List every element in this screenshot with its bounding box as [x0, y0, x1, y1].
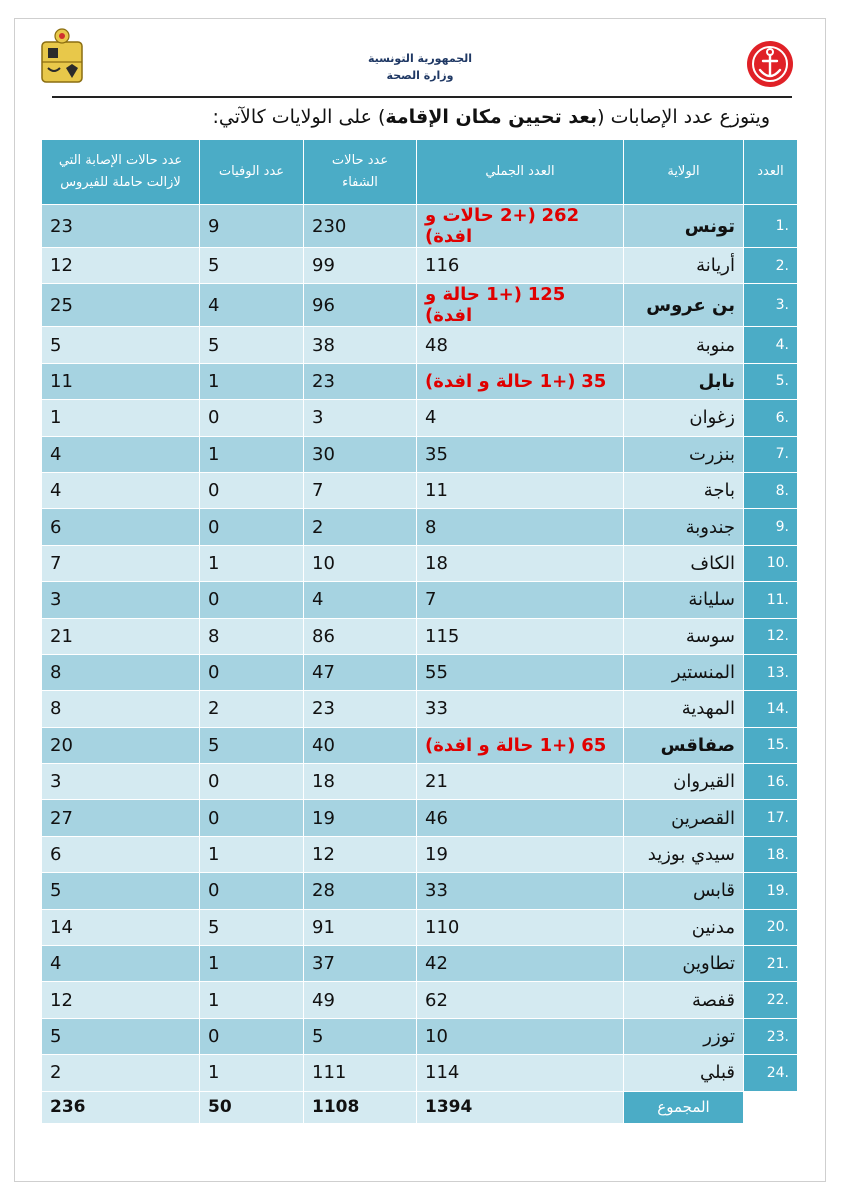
row-total: 46 — [417, 800, 624, 836]
row-total: 55 — [417, 654, 624, 690]
row-total: 21 — [417, 764, 624, 800]
row-index: .24 — [744, 1055, 798, 1091]
row-total-note: (+1 حالة و افدة) — [425, 370, 576, 392]
row-total-value: 125 — [527, 284, 566, 306]
samu-anchor-logo-icon — [746, 40, 794, 88]
row-total — [417, 727, 624, 763]
row-total-value: 35 — [581, 370, 607, 392]
row-total: 11 — [417, 472, 624, 508]
row-recovered: 99 — [304, 248, 417, 284]
row-total: 7 — [417, 582, 624, 618]
intro-sentence — [180, 106, 770, 128]
row-index: .5 — [744, 363, 798, 399]
ministry-name: وزارة الصحة — [386, 69, 454, 82]
row-governorate: نابل — [624, 363, 744, 399]
row-total-value: 65 — [581, 734, 607, 756]
header-governorate: الولاية — [624, 140, 744, 205]
table-row — [42, 400, 798, 436]
row-recovered: 7 — [304, 472, 417, 508]
row-recovered: 91 — [304, 909, 417, 945]
row-total: 114 — [417, 1055, 624, 1091]
row-active: 5 — [42, 873, 200, 909]
row-active: 2 — [42, 1055, 200, 1091]
row-index: .17 — [744, 800, 798, 836]
cases-by-governorate-table — [41, 139, 798, 1124]
row-deaths: 8 — [200, 618, 304, 654]
row-deaths: 1 — [200, 436, 304, 472]
row-total: 4 — [417, 400, 624, 436]
intro-emphasis: بعد تحيين مكان الإقامة — [385, 106, 598, 128]
row-index: .18 — [744, 836, 798, 872]
header-index: العدد — [744, 140, 798, 205]
row-governorate: تطاوين — [624, 946, 744, 982]
row-deaths: 4 — [200, 284, 304, 327]
row-index: .21 — [744, 946, 798, 982]
row-active: 7 — [42, 545, 200, 581]
row-governorate: توزر — [624, 1018, 744, 1054]
row-recovered: 2 — [304, 509, 417, 545]
row-index: .9 — [744, 509, 798, 545]
row-governorate: سوسة — [624, 618, 744, 654]
table-row — [42, 582, 798, 618]
row-deaths: 5 — [200, 248, 304, 284]
row-deaths: 5 — [200, 727, 304, 763]
table-row — [42, 284, 798, 327]
table-row — [42, 727, 798, 763]
table-row — [42, 545, 798, 581]
row-active: 4 — [42, 946, 200, 982]
row-index: .23 — [744, 1018, 798, 1054]
row-index: .8 — [744, 472, 798, 508]
row-total-note: (+2 حالات و افدة) — [425, 205, 536, 247]
row-recovered: 40 — [304, 727, 417, 763]
row-governorate: بن عروس — [624, 284, 744, 327]
intro-before: ويتوزع عدد الإصابات ( — [597, 106, 770, 128]
row-total — [417, 363, 624, 399]
row-index: .22 — [744, 982, 798, 1018]
footer-recovered: 1108 — [304, 1091, 417, 1123]
row-recovered: 18 — [304, 764, 417, 800]
row-index: .20 — [744, 909, 798, 945]
row-index: .12 — [744, 618, 798, 654]
row-total: 116 — [417, 248, 624, 284]
row-active: 11 — [42, 363, 200, 399]
row-recovered: 111 — [304, 1055, 417, 1091]
row-index: .10 — [744, 545, 798, 581]
table-row — [42, 205, 798, 248]
table-row — [42, 1055, 798, 1091]
header-divider — [52, 96, 792, 98]
row-total-value: 262 — [541, 205, 580, 226]
row-total: 48 — [417, 327, 624, 363]
row-deaths: 9 — [200, 205, 304, 248]
footer-active: 236 — [42, 1091, 200, 1123]
row-recovered: 86 — [304, 618, 417, 654]
row-governorate: قابس — [624, 873, 744, 909]
row-recovered: 4 — [304, 582, 417, 618]
row-total-note: (+1 حالة و افدة) — [425, 734, 576, 756]
row-recovered: 12 — [304, 836, 417, 872]
row-active: 25 — [42, 284, 200, 327]
row-deaths: 0 — [200, 1018, 304, 1054]
header-deaths: عدد الوفيات — [200, 140, 304, 205]
row-governorate: زغوان — [624, 400, 744, 436]
row-governorate: صفاقس — [624, 727, 744, 763]
table-row — [42, 982, 798, 1018]
row-deaths: 1 — [200, 982, 304, 1018]
row-deaths: 0 — [200, 582, 304, 618]
row-index: .3 — [744, 284, 798, 327]
row-governorate: مدنين — [624, 909, 744, 945]
row-governorate: بنزرت — [624, 436, 744, 472]
row-governorate: القيروان — [624, 764, 744, 800]
row-deaths: 1 — [200, 836, 304, 872]
intro-after: ) على الولايات كالآتي: — [212, 106, 386, 128]
row-recovered: 5 — [304, 1018, 417, 1054]
row-recovered: 37 — [304, 946, 417, 982]
row-index: .4 — [744, 327, 798, 363]
row-active: 5 — [42, 1018, 200, 1054]
row-index: .13 — [744, 654, 798, 690]
table-row — [42, 248, 798, 284]
row-deaths: 1 — [200, 545, 304, 581]
row-total — [417, 205, 624, 248]
row-deaths: 0 — [200, 509, 304, 545]
row-governorate: منوبة — [624, 327, 744, 363]
table-row — [42, 946, 798, 982]
table-row — [42, 509, 798, 545]
row-governorate: تونس — [624, 205, 744, 248]
row-total: 33 — [417, 873, 624, 909]
row-recovered: 10 — [304, 545, 417, 581]
row-deaths: 0 — [200, 800, 304, 836]
table-row — [42, 327, 798, 363]
row-total: 115 — [417, 618, 624, 654]
row-deaths: 0 — [200, 654, 304, 690]
row-total — [417, 284, 624, 327]
row-active: 1 — [42, 400, 200, 436]
row-deaths: 1 — [200, 363, 304, 399]
row-recovered: 23 — [304, 691, 417, 727]
table-row — [42, 800, 798, 836]
row-recovered: 49 — [304, 982, 417, 1018]
table-header-row — [42, 140, 798, 205]
row-active: 8 — [42, 691, 200, 727]
header-recovered: عدد حالات الشفاء — [304, 140, 417, 205]
row-recovered: 38 — [304, 327, 417, 363]
row-index: .16 — [744, 764, 798, 800]
table-row — [42, 618, 798, 654]
table-row — [42, 1018, 798, 1054]
footer-total: 1394 — [417, 1091, 624, 1123]
row-active: 8 — [42, 654, 200, 690]
row-active: 3 — [42, 582, 200, 618]
row-active: 14 — [42, 909, 200, 945]
row-index: .1 — [744, 205, 798, 248]
row-total: 19 — [417, 836, 624, 872]
row-active: 12 — [42, 248, 200, 284]
table-row — [42, 363, 798, 399]
header-active: عدد حالات الإصابة التي لازالت حاملة للفيروس — [42, 140, 200, 205]
footer-label: المجموع — [624, 1091, 744, 1123]
row-total: 10 — [417, 1018, 624, 1054]
row-index: .15 — [744, 727, 798, 763]
table-footer-row — [42, 1091, 798, 1123]
row-active: 27 — [42, 800, 200, 836]
row-total: 33 — [417, 691, 624, 727]
row-recovered: 30 — [304, 436, 417, 472]
row-index: .2 — [744, 248, 798, 284]
row-governorate: الكاف — [624, 545, 744, 581]
row-governorate: القصرين — [624, 800, 744, 836]
row-governorate: قفصة — [624, 982, 744, 1018]
row-deaths: 5 — [200, 909, 304, 945]
ministry-header — [300, 50, 540, 84]
row-total-note: (+1 حالة و افدة) — [425, 284, 522, 327]
row-deaths: 0 — [200, 764, 304, 800]
row-active: 4 — [42, 472, 200, 508]
row-governorate: باجة — [624, 472, 744, 508]
row-total: 42 — [417, 946, 624, 982]
row-deaths: 0 — [200, 400, 304, 436]
row-active: 12 — [42, 982, 200, 1018]
row-governorate: المنستير — [624, 654, 744, 690]
table-row — [42, 436, 798, 472]
row-total: 18 — [417, 545, 624, 581]
row-active: 21 — [42, 618, 200, 654]
row-active: 4 — [42, 436, 200, 472]
row-index: .11 — [744, 582, 798, 618]
row-governorate: سليانة — [624, 582, 744, 618]
row-total: 110 — [417, 909, 624, 945]
row-index: .7 — [744, 436, 798, 472]
footer-blank — [744, 1091, 798, 1123]
table-row — [42, 472, 798, 508]
row-recovered: 230 — [304, 205, 417, 248]
table-row — [42, 909, 798, 945]
row-active: 6 — [42, 836, 200, 872]
tunisia-coat-of-arms-icon — [40, 28, 84, 86]
row-deaths: 2 — [200, 691, 304, 727]
row-governorate: سيدي بوزيد — [624, 836, 744, 872]
header-total: العدد الجملي — [417, 140, 624, 205]
footer-deaths: 50 — [200, 1091, 304, 1123]
row-active: 20 — [42, 727, 200, 763]
row-index: .19 — [744, 873, 798, 909]
row-active: 3 — [42, 764, 200, 800]
row-governorate: المهدية — [624, 691, 744, 727]
row-index: .14 — [744, 691, 798, 727]
row-active: 5 — [42, 327, 200, 363]
table-row — [42, 836, 798, 872]
row-recovered: 23 — [304, 363, 417, 399]
table-row — [42, 764, 798, 800]
row-active: 23 — [42, 205, 200, 248]
row-deaths: 1 — [200, 946, 304, 982]
row-index: .6 — [744, 400, 798, 436]
row-deaths: 0 — [200, 472, 304, 508]
row-deaths: 1 — [200, 1055, 304, 1091]
row-active: 6 — [42, 509, 200, 545]
table-row — [42, 654, 798, 690]
table-row — [42, 691, 798, 727]
row-deaths: 5 — [200, 327, 304, 363]
row-total: 8 — [417, 509, 624, 545]
row-deaths: 0 — [200, 873, 304, 909]
row-governorate: جندوبة — [624, 509, 744, 545]
row-total: 35 — [417, 436, 624, 472]
row-governorate: قبلي — [624, 1055, 744, 1091]
row-governorate: أريانة — [624, 248, 744, 284]
row-recovered: 96 — [304, 284, 417, 327]
table-row — [42, 873, 798, 909]
row-recovered: 19 — [304, 800, 417, 836]
row-recovered: 28 — [304, 873, 417, 909]
republic-name: الجمهورية التونسية — [367, 52, 473, 65]
row-recovered: 47 — [304, 654, 417, 690]
row-total: 62 — [417, 982, 624, 1018]
row-recovered: 3 — [304, 400, 417, 436]
